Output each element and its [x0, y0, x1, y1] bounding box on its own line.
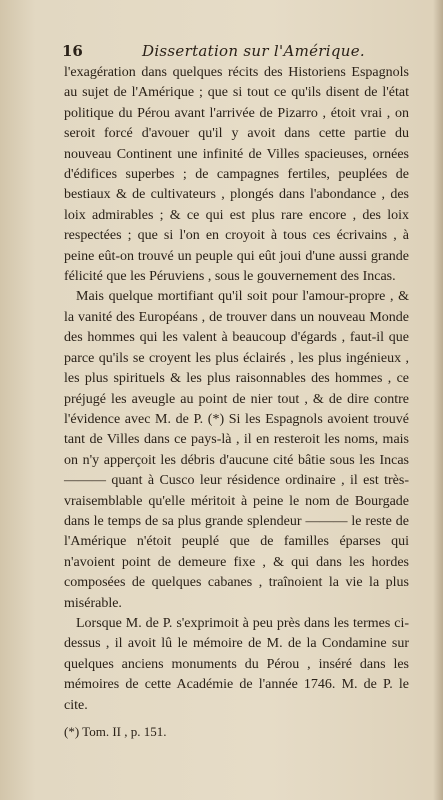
page-number: 16: [62, 42, 83, 60]
footnote: (*) Tom. II , p. 151.: [64, 724, 167, 739]
running-title: Dissertation sur l'Amérique.: [142, 42, 365, 60]
paragraph-3: Lorsque M. de P. s'exprimoit à peu près dans les termes ci-dessus , il avoit lû le mémoire de M. de la Condamine sur quelques anciens monuments du Pérou , inséré dans les mémoires de cette Académie de l'année 1746. M. de P. le cite.: [64, 615, 409, 713]
page-header: [62, 42, 402, 62]
page-edge-shadow: [433, 0, 443, 800]
body-text: [64, 63, 409, 716]
paragraph-1: l'exagération dans quelques récits des Historiens Espagnols au sujet de l'Amérique ; que si tout ce qu'ils disent de l'état politique du Pérou avant l'arrivée de Pizarro , étoit vrai , on seroit forcé d'avouer qu'il y avoit dans cette partie du nouveau Continent une infinité de Villes spacieuses, ornées d'édifices superbes ; de campagnes fertiles, peuplées de bestiaux & de cultivateurs , plongés dans l'abondance , des loix admirables ; & ce qui est plus rare encore , des loix respectées ; que si l'on en croyoit à tous ces écrivains , à peine eût-on trouvé un peuple qui eût joui d'une aussi grande félicité que les Péruviens , sous le gouvernement des Incas.: [64, 65, 409, 285]
paragraph-2: Mais quelque mortifiant qu'il soit pour l'amour-propre , & la vanité des Européans , de trouver dans un nouveau Monde des hommes qui les valent à beaucoup d'égards , faut-il que parce qu'ils se croyent les plus éclairés , les plus ingénieux , les plus spirituels & les plus raisonnables des hommes , ce préjugé les aveugle au point de nier tout , & de dire contre l'évidence avec M. de P. (*) Si les Espagnols avoient trouvé tant de Villes dans ce pays-là , il en resteroit les noms, mais on n'y apperçoit les débris d'aucune cité bâtie sous les Incas ——— quant à Cusco leur résidence ordinaire , il est très-vraisemblable qu'elle méritoit à peine le nom de Bourgade dans le temps de sa plus grande splendeur ——— le reste de l'Amérique n'étoit peuplé que de familles éparses qui n'avoient point de demeure fixe , & qui dans les hordes composées de quelques cabanes , traînoient la vie la plus misérable.: [64, 289, 409, 611]
